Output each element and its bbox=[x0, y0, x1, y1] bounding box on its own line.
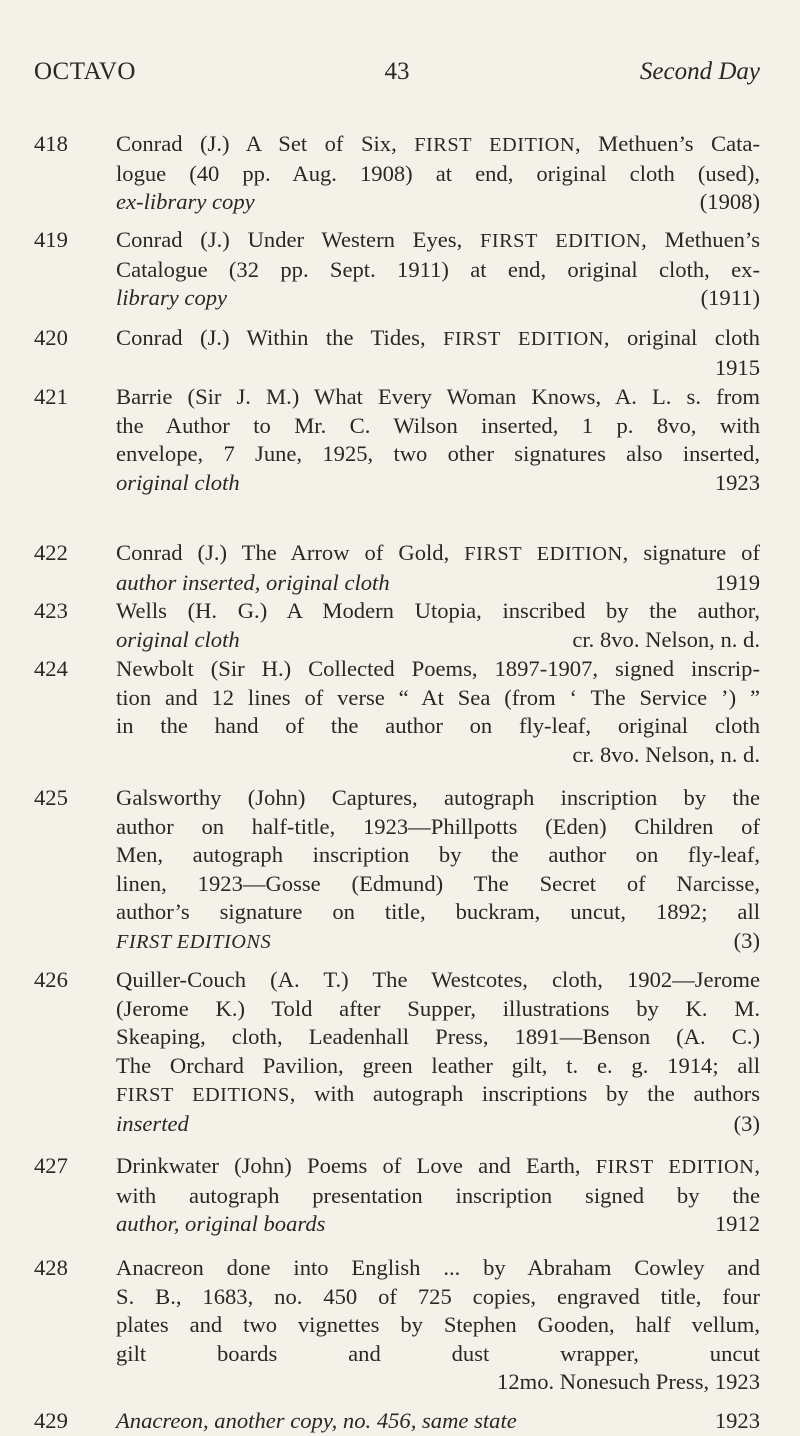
description-line: linen, 1923—Gosse (Edmund) The Secret of Narcisse, bbox=[116, 870, 760, 896]
lot-entry bbox=[34, 597, 760, 654]
line-date: (1911) bbox=[700, 285, 760, 310]
description-line: 1915 bbox=[714, 354, 760, 380]
lot-description bbox=[116, 784, 760, 956]
description-line bbox=[116, 469, 760, 498]
lot-entry bbox=[34, 966, 760, 1138]
description-line: Drinkwater (John) Poems of Love and Earth, FIRST EDITION, bbox=[116, 1153, 760, 1178]
lot-number: 427 bbox=[34, 1153, 68, 1178]
description-line: Conrad (J.) Under Western Eyes, FIRST EDITION, Methuen’s bbox=[116, 227, 760, 252]
line-text: library copy bbox=[116, 285, 228, 310]
lot-number: 423 bbox=[34, 598, 68, 623]
description-line: Conrad (J.) A Set of Six, FIRST EDITION, Methuen’s Cata- bbox=[116, 131, 760, 156]
lot-entry bbox=[34, 130, 760, 217]
lot-entry bbox=[34, 324, 760, 382]
description-line: envelope, 7 June, 1925, two other signatures also inserted, bbox=[116, 441, 760, 466]
lot-description bbox=[116, 597, 760, 654]
running-head-format: OCTAVO bbox=[34, 58, 136, 85]
lot-description bbox=[116, 966, 760, 1138]
description-line bbox=[116, 1407, 760, 1436]
lot-description bbox=[116, 1254, 760, 1397]
description-line: Catalogue (32 pp. Sept. 1911) at end, original cloth, ex- bbox=[116, 256, 760, 282]
line-date: (3) bbox=[733, 927, 760, 953]
description-line: Quiller-Couch (A. T.) The Westcotes, cloth, 1902—Jerome bbox=[116, 967, 760, 992]
description-line: Conrad (J.) The Arrow of Gold, FIRST EDITION, signature of bbox=[116, 540, 760, 565]
description-line: S. B., 1683, no. 450 of 725 copies, engraved title, four bbox=[116, 1283, 760, 1309]
description-line bbox=[116, 626, 760, 655]
description-line: Newbolt (Sir H.) Collected Poems, 1897-1907, signed inscrip- bbox=[116, 656, 760, 681]
description-line bbox=[116, 1210, 760, 1239]
lot-number: 420 bbox=[34, 325, 68, 350]
description-line: in the hand of the author on fly-leaf, original cloth bbox=[116, 713, 760, 738]
line-text: Anacreon, another copy, no. 456, same state bbox=[116, 1408, 517, 1433]
line-date: 1919 bbox=[714, 569, 760, 595]
description-line: with autograph presentation inscription signed by the bbox=[116, 1182, 760, 1208]
lot-entry bbox=[34, 784, 760, 956]
line-text: original cloth bbox=[116, 469, 240, 495]
line-text: inserted bbox=[116, 1110, 189, 1136]
description-line: Anacreon done into English ... by Abraham Cowley and bbox=[116, 1255, 760, 1280]
page-number: 43 bbox=[384, 58, 410, 85]
lot-entry bbox=[34, 383, 760, 497]
line-date: (3) bbox=[733, 1110, 760, 1136]
description-line: author on half-title, 1923—Phillpotts (Eden) Children of bbox=[116, 813, 760, 839]
lot-description bbox=[116, 226, 760, 313]
lot-entry bbox=[34, 226, 760, 313]
lot-number: 422 bbox=[34, 540, 68, 565]
running-head-sale-day: Second Day bbox=[639, 58, 760, 85]
lot-description bbox=[116, 383, 760, 497]
line-text: FIRST EDITIONS bbox=[116, 930, 272, 953]
lot-number: 424 bbox=[34, 656, 68, 681]
description-line: logue (40 pp. Aug. 1908) at end, original cloth (used), bbox=[116, 160, 760, 186]
lot-description bbox=[116, 324, 760, 382]
line-text: author, original boards bbox=[116, 1211, 326, 1236]
description-line: FIRST EDITIONS, with autograph inscriptions by the authors bbox=[116, 1081, 760, 1106]
description-line: Men, autograph inscription by the author on fly-leaf, bbox=[116, 842, 760, 867]
line-date: (1908) bbox=[699, 189, 760, 214]
lot-description bbox=[116, 539, 760, 597]
page-header bbox=[34, 58, 760, 92]
description-line: Galsworthy (John) Captures, autograph inscription by the bbox=[116, 785, 760, 810]
description-line: the Author to Mr. C. Wilson inserted, 1 p. 8vo, with bbox=[116, 412, 760, 438]
description-line: 12mo. Nonesuch Press, 1923 bbox=[497, 1369, 760, 1394]
lot-entry bbox=[34, 1152, 760, 1239]
description-line: Barrie (Sir J. M.) What Every Woman Knows, A. L. s. from bbox=[116, 384, 760, 409]
line-date: 1912 bbox=[714, 1211, 760, 1236]
lot-number: 421 bbox=[34, 384, 68, 409]
lot-description bbox=[116, 130, 760, 217]
description-line: cr. 8vo. Nelson, n. d. bbox=[572, 741, 760, 767]
description-line: gilt boards and dust wrapper, uncut bbox=[116, 1340, 760, 1366]
lot-description bbox=[116, 1407, 760, 1436]
line-text: ex-library copy bbox=[116, 189, 255, 214]
description-line: tion and 12 lines of verse “ At Sea (from ‘ The Service ’) ” bbox=[116, 684, 760, 710]
description-line: (Jerome K.) Told after Supper, illustrations by K. M. bbox=[116, 995, 760, 1021]
lot-number: 418 bbox=[34, 131, 68, 156]
description-line bbox=[116, 188, 760, 217]
lot-entry bbox=[34, 1407, 760, 1436]
line-text: original cloth bbox=[116, 626, 240, 652]
description-line: Skeaping, cloth, Leadenhall Press, 1891—Benson (A. C.) bbox=[116, 1024, 760, 1049]
line-text: author inserted, original cloth bbox=[116, 569, 390, 595]
description-line: author’s signature on title, buckram, uncut, 1892; all bbox=[116, 899, 760, 924]
lot-entry bbox=[34, 655, 760, 769]
line-date: cr. 8vo. Nelson, n. d. bbox=[572, 626, 760, 652]
lot-number: 429 bbox=[34, 1408, 68, 1433]
line-date: 1923 bbox=[714, 469, 760, 495]
lot-number: 426 bbox=[34, 967, 68, 992]
lot-number: 428 bbox=[34, 1255, 68, 1280]
line-date: 1923 bbox=[714, 1408, 760, 1433]
description-line bbox=[116, 1110, 760, 1139]
description-line: plates and two vignettes by Stephen Gooden, half vellum, bbox=[116, 1312, 760, 1337]
lot-description bbox=[116, 655, 760, 769]
description-line bbox=[116, 284, 760, 313]
lot-entry bbox=[34, 1254, 760, 1397]
description-line bbox=[116, 927, 760, 957]
lot-description bbox=[116, 1152, 760, 1239]
description-line: The Orchard Pavilion, green leather gilt, t. e. g. 1914; all bbox=[116, 1052, 760, 1078]
lot-entry bbox=[34, 539, 760, 597]
description-line bbox=[116, 569, 760, 598]
description-line: Conrad (J.) Within the Tides, FIRST EDITION, original cloth bbox=[116, 325, 760, 350]
lot-number: 425 bbox=[34, 785, 68, 810]
lot-number: 419 bbox=[34, 227, 68, 252]
description-line: Wells (H. G.) A Modern Utopia, inscribed by the author, bbox=[116, 598, 760, 623]
